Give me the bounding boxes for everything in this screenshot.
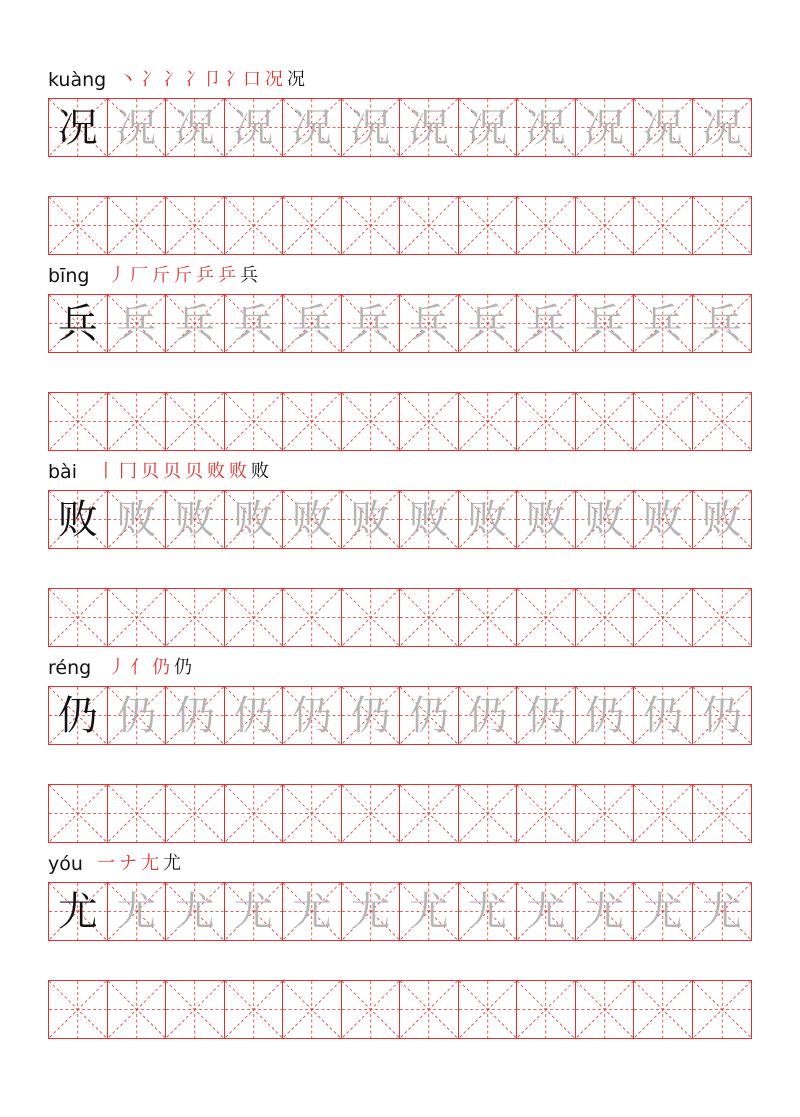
grid-cell[interactable] xyxy=(634,393,693,450)
trace-character: 兵 xyxy=(116,300,157,347)
stroke-step: 丶 xyxy=(119,69,137,90)
grid-cell[interactable] xyxy=(283,687,342,744)
pinyin-label: bài xyxy=(48,461,77,483)
grid-cell[interactable] xyxy=(459,491,518,548)
mi-grid-guides xyxy=(693,393,752,450)
mi-grid-guides xyxy=(225,393,283,450)
grid-cell[interactable] xyxy=(693,785,752,842)
grid-cell[interactable] xyxy=(459,295,518,352)
stroke-order-sequence xyxy=(97,460,269,484)
grid-cell[interactable] xyxy=(634,589,693,646)
mi-grid-guides xyxy=(693,785,752,842)
trace-character: 仍 xyxy=(584,692,625,739)
mi-grid-guides xyxy=(576,589,634,646)
trace-character: 仍 xyxy=(525,692,566,739)
mi-grid-guides xyxy=(459,981,517,1038)
trace-character: 兵 xyxy=(174,300,215,347)
grid-cell[interactable] xyxy=(49,99,108,156)
stroke-step: 冫口 xyxy=(225,69,261,90)
pinyin-line xyxy=(48,852,752,880)
pinyin-label: réng xyxy=(48,657,92,679)
grid-cell[interactable] xyxy=(576,589,635,646)
trace-character: 尤 xyxy=(408,888,449,935)
grid-cell[interactable] xyxy=(634,197,693,254)
grid-cell[interactable] xyxy=(225,687,284,744)
grid-cell[interactable] xyxy=(576,491,635,548)
grid-cell[interactable] xyxy=(342,981,401,1038)
mi-grid-guides xyxy=(634,393,692,450)
grid-cell[interactable] xyxy=(283,785,342,842)
stroke-order-sequence xyxy=(97,852,181,876)
mi-grid-guides xyxy=(459,785,517,842)
grid-cell[interactable] xyxy=(342,99,401,156)
grid-cell[interactable] xyxy=(693,883,752,940)
trace-row xyxy=(48,98,752,157)
mi-grid-guides xyxy=(49,981,107,1038)
mi-grid-guides xyxy=(166,981,224,1038)
mi-grid-guides xyxy=(342,589,400,646)
stroke-step: 贝 xyxy=(163,461,181,482)
mi-grid-guides xyxy=(225,197,283,254)
grid-cell[interactable] xyxy=(49,981,108,1038)
pinyin-label: kuàng xyxy=(48,69,107,91)
trace-character: 况 xyxy=(467,104,508,151)
trace-character: 尤 xyxy=(350,888,391,935)
grid-cell[interactable] xyxy=(693,99,752,156)
trace-character: 仍 xyxy=(408,692,449,739)
pinyin-line xyxy=(48,68,752,96)
grid-cell[interactable] xyxy=(576,295,635,352)
trace-character: 尤 xyxy=(701,888,742,935)
grid-cell[interactable] xyxy=(225,981,284,1038)
grid-cell[interactable] xyxy=(459,393,518,450)
mi-grid-guides xyxy=(225,981,283,1038)
grid-cell[interactable] xyxy=(166,589,225,646)
practice-row xyxy=(48,392,752,451)
stroke-step: 一 xyxy=(97,853,115,874)
grid-cell[interactable] xyxy=(225,589,284,646)
grid-cell[interactable] xyxy=(576,785,635,842)
grid-cell[interactable] xyxy=(108,295,167,352)
trace-row xyxy=(48,686,752,745)
trace-character: 况 xyxy=(642,104,683,151)
trace-character: 仍 xyxy=(291,692,332,739)
grid-cell[interactable] xyxy=(49,491,108,548)
mi-grid-guides xyxy=(225,589,283,646)
stroke-step: ナ xyxy=(119,853,137,874)
stroke-step: 败 xyxy=(207,461,225,482)
stroke-step: 尤 xyxy=(163,853,181,874)
grid-cell[interactable] xyxy=(283,99,342,156)
trace-character: 兵 xyxy=(408,300,449,347)
stroke-step: 乒 xyxy=(218,265,236,286)
mi-grid-guides xyxy=(400,393,458,450)
stroke-step: 冫 xyxy=(163,69,181,90)
grid-cell[interactable] xyxy=(459,883,518,940)
mi-grid-guides xyxy=(400,589,458,646)
trace-character: 仍 xyxy=(233,692,274,739)
grid-cell[interactable] xyxy=(634,785,693,842)
grid-cell[interactable] xyxy=(634,99,693,156)
mi-grid-guides xyxy=(517,197,575,254)
grid-cell[interactable] xyxy=(459,99,518,156)
grid-cell[interactable] xyxy=(342,785,401,842)
pinyin-line xyxy=(48,460,752,488)
grid-cell[interactable] xyxy=(49,393,108,450)
trace-character: 兵 xyxy=(584,300,625,347)
grid-cell[interactable] xyxy=(634,883,693,940)
trace-character: 尤 xyxy=(174,888,215,935)
grid-cell[interactable] xyxy=(459,981,518,1038)
grid-cell[interactable] xyxy=(342,491,401,548)
trace-character: 况 xyxy=(291,104,332,151)
grid-cell[interactable] xyxy=(517,883,576,940)
stroke-step: 丿 xyxy=(108,265,126,286)
grid-cell[interactable] xyxy=(166,393,225,450)
trace-character: 兵 xyxy=(642,300,683,347)
mi-grid-guides xyxy=(517,589,575,646)
trace-character: 况 xyxy=(584,104,625,151)
grid-cell[interactable] xyxy=(166,491,225,548)
grid-cell[interactable] xyxy=(49,295,108,352)
grid-cell[interactable] xyxy=(283,883,342,940)
mi-grid-guides xyxy=(342,393,400,450)
mi-grid-guides xyxy=(459,393,517,450)
grid-cell[interactable] xyxy=(283,981,342,1038)
mi-grid-guides xyxy=(693,981,752,1038)
grid-cell[interactable] xyxy=(693,981,752,1038)
stroke-order-sequence xyxy=(108,264,258,288)
stroke-step: 败 xyxy=(229,461,247,482)
trace-character: 况 xyxy=(408,104,449,151)
mi-grid-guides xyxy=(576,197,634,254)
trace-row xyxy=(48,882,752,941)
grid-cell[interactable] xyxy=(517,99,576,156)
grid-cell[interactable] xyxy=(108,785,167,842)
grid-cell[interactable] xyxy=(283,393,342,450)
grid-cell[interactable] xyxy=(225,197,284,254)
trace-character: 兵 xyxy=(291,300,332,347)
trace-character: 仍 xyxy=(467,692,508,739)
grid-cell[interactable] xyxy=(283,491,342,548)
stroke-step: 兵 xyxy=(240,265,258,286)
grid-cell[interactable] xyxy=(517,785,576,842)
mi-grid-guides xyxy=(634,197,692,254)
grid-cell[interactable] xyxy=(693,295,752,352)
trace-character: 兵 xyxy=(525,300,566,347)
trace-character: 尤 xyxy=(525,888,566,935)
grid-cell[interactable] xyxy=(400,981,459,1038)
stroke-step: 冂 xyxy=(119,461,137,482)
trace-character: 况 xyxy=(116,104,157,151)
grid-cell[interactable] xyxy=(108,491,167,548)
trace-character: 兵 xyxy=(467,300,508,347)
pinyin-line xyxy=(48,656,752,684)
grid-cell[interactable] xyxy=(459,197,518,254)
trace-character: 仍 xyxy=(701,692,742,739)
mi-grid-guides xyxy=(634,981,692,1038)
grid-cell[interactable] xyxy=(400,393,459,450)
trace-character: 况 xyxy=(174,104,215,151)
trace-character: 败 xyxy=(642,496,683,543)
grid-cell[interactable] xyxy=(342,197,401,254)
grid-cell[interactable] xyxy=(49,785,108,842)
pinyin-label: yóu xyxy=(48,853,83,875)
grid-cell[interactable] xyxy=(400,589,459,646)
grid-cell[interactable] xyxy=(400,295,459,352)
stroke-step: 斤 xyxy=(152,265,170,286)
stroke-step: 贝 xyxy=(141,461,159,482)
stroke-step: 贝 xyxy=(185,461,203,482)
grid-cell[interactable] xyxy=(693,491,752,548)
trace-character: 仍 xyxy=(350,692,391,739)
mi-grid-guides xyxy=(166,589,224,646)
grid-cell[interactable] xyxy=(108,99,167,156)
grid-cell[interactable] xyxy=(108,589,167,646)
mi-grid-guides xyxy=(634,589,692,646)
grid-cell[interactable] xyxy=(283,197,342,254)
mi-grid-guides xyxy=(49,589,107,646)
practice-row xyxy=(48,196,752,255)
mi-grid-guides xyxy=(166,393,224,450)
mi-grid-guides xyxy=(108,589,166,646)
trace-character: 败 xyxy=(116,496,157,543)
grid-cell[interactable] xyxy=(634,491,693,548)
trace-character: 况 xyxy=(350,104,391,151)
grid-cell[interactable] xyxy=(517,295,576,352)
trace-row xyxy=(48,294,752,353)
mi-grid-guides xyxy=(634,785,692,842)
grid-cell[interactable] xyxy=(517,197,576,254)
trace-character: 尤 xyxy=(116,888,157,935)
stroke-step: 况 xyxy=(265,69,283,90)
grid-cell[interactable] xyxy=(108,197,167,254)
pinyin-line xyxy=(48,264,752,292)
model-character: 败 xyxy=(57,496,98,543)
trace-character: 尤 xyxy=(642,888,683,935)
grid-cell[interactable] xyxy=(576,197,635,254)
grid-cell[interactable] xyxy=(225,393,284,450)
model-character: 尤 xyxy=(57,888,98,935)
grid-cell[interactable] xyxy=(166,785,225,842)
grid-cell[interactable] xyxy=(49,197,108,254)
mi-grid-guides xyxy=(576,393,634,450)
trace-character: 败 xyxy=(174,496,215,543)
stroke-step: 仍 xyxy=(152,657,170,678)
grid-cell[interactable] xyxy=(576,99,635,156)
grid-cell[interactable] xyxy=(108,393,167,450)
trace-character: 尤 xyxy=(467,888,508,935)
grid-cell[interactable] xyxy=(49,589,108,646)
trace-character: 兵 xyxy=(350,300,391,347)
stroke-step: 乒 xyxy=(196,265,214,286)
grid-cell[interactable] xyxy=(693,197,752,254)
grid-cell[interactable] xyxy=(517,687,576,744)
grid-cell[interactable] xyxy=(459,589,518,646)
grid-cell[interactable] xyxy=(49,687,108,744)
model-character: 仍 xyxy=(57,692,98,739)
mi-grid-guides xyxy=(459,197,517,254)
grid-cell[interactable] xyxy=(459,687,518,744)
stroke-step: 丿 xyxy=(108,657,126,678)
mi-grid-guides xyxy=(459,589,517,646)
mi-grid-guides xyxy=(400,785,458,842)
mi-grid-guides xyxy=(49,393,107,450)
mi-grid-guides xyxy=(283,981,341,1038)
trace-character: 尤 xyxy=(291,888,332,935)
stroke-step: 厂 xyxy=(130,265,148,286)
mi-grid-guides xyxy=(576,981,634,1038)
mi-grid-guides xyxy=(166,197,224,254)
grid-cell[interactable] xyxy=(693,687,752,744)
grid-cell[interactable] xyxy=(634,687,693,744)
grid-cell[interactable] xyxy=(400,197,459,254)
grid-cell[interactable] xyxy=(166,883,225,940)
grid-cell[interactable] xyxy=(400,491,459,548)
stroke-step: 仍 xyxy=(174,657,192,678)
grid-cell[interactable] xyxy=(693,393,752,450)
mi-grid-guides xyxy=(517,981,575,1038)
stroke-step: 斤 xyxy=(174,265,192,286)
stroke-step: 冫卩 xyxy=(185,69,221,90)
trace-character: 败 xyxy=(584,496,625,543)
mi-grid-guides xyxy=(283,785,341,842)
stroke-step: 况 xyxy=(287,69,305,90)
mi-grid-guides xyxy=(693,197,752,254)
grid-cell[interactable] xyxy=(400,687,459,744)
mi-grid-guides xyxy=(108,393,166,450)
trace-character: 败 xyxy=(467,496,508,543)
practice-row xyxy=(48,588,752,647)
mi-grid-guides xyxy=(576,785,634,842)
stroke-step: 败 xyxy=(251,461,269,482)
grid-cell[interactable] xyxy=(342,883,401,940)
trace-character: 尤 xyxy=(584,888,625,935)
trace-character: 况 xyxy=(525,104,566,151)
grid-cell[interactable] xyxy=(576,883,635,940)
grid-cell[interactable] xyxy=(517,981,576,1038)
grid-cell[interactable] xyxy=(459,785,518,842)
mi-grid-guides xyxy=(342,197,400,254)
grid-cell[interactable] xyxy=(400,785,459,842)
grid-cell[interactable] xyxy=(166,197,225,254)
grid-cell[interactable] xyxy=(576,981,635,1038)
mi-grid-guides xyxy=(693,589,752,646)
grid-cell[interactable] xyxy=(166,687,225,744)
grid-cell[interactable] xyxy=(342,687,401,744)
mi-grid-guides xyxy=(49,785,107,842)
mi-grid-guides xyxy=(283,393,341,450)
mi-grid-guides xyxy=(283,197,341,254)
trace-character: 况 xyxy=(233,104,274,151)
grid-cell[interactable] xyxy=(166,99,225,156)
grid-cell[interactable] xyxy=(283,295,342,352)
mi-grid-guides xyxy=(166,785,224,842)
trace-row xyxy=(48,490,752,549)
trace-character: 败 xyxy=(350,496,391,543)
practice-row xyxy=(48,980,752,1039)
trace-character: 败 xyxy=(233,496,274,543)
stroke-step: 丨 xyxy=(97,461,115,482)
mi-grid-guides xyxy=(400,197,458,254)
grid-cell[interactable] xyxy=(400,99,459,156)
grid-cell[interactable] xyxy=(225,785,284,842)
grid-cell[interactable] xyxy=(400,883,459,940)
trace-character: 败 xyxy=(408,496,449,543)
grid-cell[interactable] xyxy=(576,393,635,450)
grid-cell[interactable] xyxy=(517,589,576,646)
grid-cell[interactable] xyxy=(576,687,635,744)
trace-character: 兵 xyxy=(701,300,742,347)
trace-character: 败 xyxy=(525,496,566,543)
model-character: 况 xyxy=(57,104,98,151)
grid-cell[interactable] xyxy=(225,99,284,156)
grid-cell[interactable] xyxy=(225,491,284,548)
mi-grid-guides xyxy=(108,785,166,842)
grid-cell[interactable] xyxy=(225,883,284,940)
mi-grid-guides xyxy=(342,981,400,1038)
grid-cell[interactable] xyxy=(283,589,342,646)
mi-grid-guides xyxy=(49,197,107,254)
mi-grid-guides xyxy=(225,785,283,842)
grid-cell[interactable] xyxy=(342,393,401,450)
grid-cell[interactable] xyxy=(166,981,225,1038)
trace-character: 仍 xyxy=(116,692,157,739)
mi-grid-guides xyxy=(283,589,341,646)
grid-cell[interactable] xyxy=(166,295,225,352)
stroke-step: 亻 xyxy=(130,657,148,678)
grid-cell[interactable] xyxy=(517,393,576,450)
trace-character: 仍 xyxy=(174,692,215,739)
grid-cell[interactable] xyxy=(342,589,401,646)
mi-grid-guides xyxy=(517,785,575,842)
mi-grid-guides xyxy=(108,197,166,254)
trace-character: 况 xyxy=(701,104,742,151)
stroke-step: 尢 xyxy=(141,853,159,874)
mi-grid-guides xyxy=(400,981,458,1038)
stroke-order-sequence xyxy=(119,68,305,92)
mi-grid-guides xyxy=(108,981,166,1038)
trace-character: 败 xyxy=(291,496,332,543)
model-character: 兵 xyxy=(57,300,98,347)
trace-character: 尤 xyxy=(233,888,274,935)
trace-character: 仍 xyxy=(642,692,683,739)
grid-cell[interactable] xyxy=(634,981,693,1038)
mi-grid-guides xyxy=(517,393,575,450)
trace-character: 败 xyxy=(701,496,742,543)
stroke-step: 冫 xyxy=(141,69,159,90)
grid-cell[interactable] xyxy=(108,687,167,744)
grid-cell[interactable] xyxy=(342,295,401,352)
grid-cell[interactable] xyxy=(108,883,167,940)
grid-cell[interactable] xyxy=(517,491,576,548)
stroke-order-sequence xyxy=(108,656,192,680)
grid-cell[interactable] xyxy=(693,589,752,646)
pinyin-label: bīng xyxy=(48,265,90,287)
grid-cell[interactable] xyxy=(634,295,693,352)
grid-cell[interactable] xyxy=(49,883,108,940)
mi-grid-guides xyxy=(342,785,400,842)
grid-cell[interactable] xyxy=(108,981,167,1038)
practice-row xyxy=(48,784,752,843)
trace-character: 兵 xyxy=(233,300,274,347)
grid-cell[interactable] xyxy=(225,295,284,352)
